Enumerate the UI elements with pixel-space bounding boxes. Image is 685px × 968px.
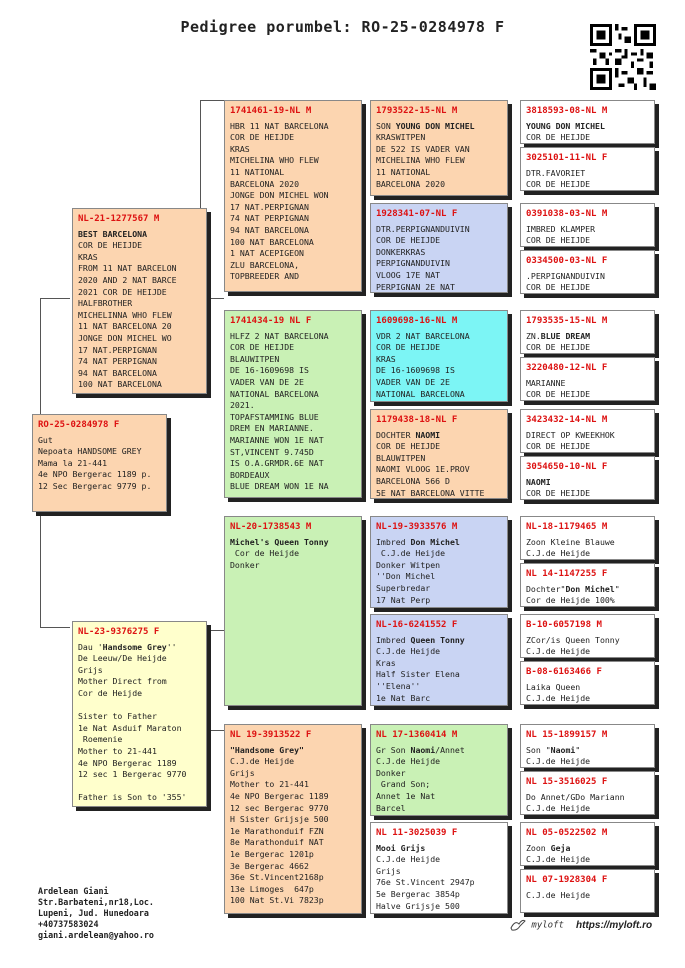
connector-line xyxy=(200,100,224,101)
ddd-card xyxy=(370,822,508,914)
gen4-details: IMBRED KLAMPER COR DE HEIJDE xyxy=(526,223,596,246)
subject-ring-id: RO-25-0284978 F xyxy=(38,420,120,430)
sire-dam-ring-id: 1741434-19 NL F xyxy=(230,316,312,326)
sds-card xyxy=(370,310,508,402)
dam-sire-card xyxy=(224,516,362,706)
gen4-headline: Son "Naomi" xyxy=(526,744,581,755)
gen4-details: ZCor/is Queen Tonny C.J.de Heijde xyxy=(526,634,620,657)
dsd-ring-id: NL-16-6241552 F xyxy=(376,620,458,630)
sdd-headline: DOCHTER NAOMI xyxy=(376,429,441,440)
gen4-card xyxy=(520,203,655,247)
ddd-name: Mooi Grijs xyxy=(376,842,426,853)
gen4-details: COR DE HEIJDE xyxy=(526,342,591,353)
dam-dam-name: "Handsome Grey" xyxy=(230,744,304,755)
gen4-ring-id: 3423432-14-NL M xyxy=(526,415,608,425)
gen4-ring-id: 1793535-15-NL M xyxy=(526,316,608,326)
gen4-card xyxy=(520,147,655,191)
gen4-ring-id: B-10-6057198 M xyxy=(526,620,602,630)
gen4-card xyxy=(520,409,655,453)
connector-line xyxy=(40,298,70,299)
gen4-headline: Zoon Geja xyxy=(526,842,571,853)
gen4-card xyxy=(520,771,655,815)
owner-info xyxy=(38,886,154,941)
pigeon-icon xyxy=(510,918,526,932)
sire-details: COR DE HEIJDE KRAS FROM 11 NAT BARCELON 2020 AND 2 NAT BARCE 2021 COR DE HEIJDE HALFBROTHER MICHELINNA WHO FLEW 11 NAT BARCELONA 20 JONGE DON MICHEL WO 17 NAT.PERPIGNAN 74 NAT PERPIGNAN 94 NAT BARCELONA 100 NAT BARCELONA xyxy=(78,240,177,390)
gen4-headline: Dochter"Don Michel" xyxy=(526,583,620,594)
sire-sire-details: HBR 11 NAT BARCELONA COR DE HEIJDE KRAS MICHELINA WHO FLEW 11 NATIONAL BARCELONA 2020 JONGE DON MICHEL WON 17 NAT.PERPIGNAN 74 NAT PERPIGNAN 94 NAT BARCELONA 100 NAT BARCELONA 1 NAT ACEPIGEON ZLU BARCELONA, TOPBREEDER AND xyxy=(230,120,329,282)
gen4-headline: ZN.BLUE DREAM xyxy=(526,330,591,341)
sds-details: VDR 2 NAT BARCELONA COR DE HEIJDE KRAS DE 16-1609698 IS VADER VAN DE 2E NATIONAL BARCELONA xyxy=(376,330,470,399)
gen4-details: DTR.FAVORIET COR DE HEIJDE xyxy=(526,167,591,190)
dam-sire-details: Cor de Heijde Donker xyxy=(230,548,300,570)
gen4-ring-id: 3220480-12-NL F xyxy=(526,363,608,373)
gen4-details: COR DE HEIJDE xyxy=(526,488,591,499)
gen4-details: COR DE HEIJDE xyxy=(526,132,591,143)
connector-line xyxy=(40,298,41,416)
connector-line xyxy=(40,510,41,628)
owner-phone: +40737583024 xyxy=(38,919,99,929)
sss-card xyxy=(370,100,508,196)
dds-headline: Gr Son Naomi/Annet xyxy=(376,744,465,755)
gen4-details: Cor de Heijde 100% xyxy=(526,595,615,606)
ddd-ring-id: NL 11-3025039 F xyxy=(376,828,458,838)
gen4-details: C.J.de Heijde xyxy=(526,889,591,900)
gen4-ring-id: 0334500-03-NL F xyxy=(526,256,608,266)
sds-ring-id: 1609698-16-NL M xyxy=(376,316,458,326)
ddd-details: C.J.de Heijde Grijs 76e St.Vincent 2947p 5e Bergerac 3854p Halve Grijsje 500 xyxy=(376,854,475,911)
gen4-ring-id: 0391038-03-NL M xyxy=(526,209,608,219)
dam-dam-details: C.J.de Heijde Grijs Mother to 21-441 4e NPO Bergerac 1189 12 sec Bergerac 9770 H Sister Grijsje 500 1e Marathonduif FZN 8e Marathonduif NAT 1e Bergerac 1201p 3e Bergerac 4662 36e St.Vincent2168p 13e Limoges 647p 100 Nat St.Vi 7823p xyxy=(230,756,329,906)
gen4-card xyxy=(520,869,655,913)
dam-dam-ring-id: NL 19-3913522 F xyxy=(230,730,312,740)
dam-sire-ring-id: NL-20-1738543 M xyxy=(230,522,312,532)
connector-line xyxy=(40,627,70,628)
sss-ring-id: 1793522-15-NL M xyxy=(376,106,458,116)
dam-details: De Leeuw/De Heijde Grijs Mother Direct from Cor de Heijde Sister to Father 1e Nat Asduif Maraton Roemenie Mother to 21-441 4e NPO Bergerac 1189 12 sec 1 Bergerac 9770 Father is Son to '355' xyxy=(78,653,187,803)
dss-card xyxy=(370,516,508,608)
gen4-card xyxy=(520,614,655,658)
sire-ring-id: NL-21-1277567 M xyxy=(78,214,160,224)
sdd-card xyxy=(370,409,508,499)
dam-ring-id: NL-23-9376275 F xyxy=(78,627,160,637)
gen4-details: C.J.de Heijde xyxy=(526,854,591,865)
gen4-details: MARIANNE COR DE HEIJDE xyxy=(526,377,591,400)
gen4-card xyxy=(520,661,655,705)
dam-sire-name: Michel's Queen Tonny xyxy=(230,536,329,547)
dsd-card xyxy=(370,614,508,706)
ssd-details: DTR.PERPIGNANDUIVIN COR DE HEIJDE DONKERKRAS PERPIGNANDUIVIN VLOOG 17E NAT PERPIGNAN 2E NAT xyxy=(376,223,470,292)
gen4-details: DIRECT OP KWEEKHOK COR DE HEIJDE xyxy=(526,429,615,452)
gen4-ring-id: B-08-6163466 F xyxy=(526,667,602,677)
dss-headline: Imbred Don Michel xyxy=(376,536,460,547)
subject-details: Gut Nepoata HANDSOME GREY Mama la 21-441 4e NPO Bergerac 1189 p. 12 Sec Bergerac 9779 p. xyxy=(38,434,152,491)
dam-card xyxy=(72,621,207,807)
owner-email: giani.ardelean@yahoo.ro xyxy=(38,930,154,940)
gen4-card xyxy=(520,724,655,768)
dam-headline: Dau 'Handsome Grey'' xyxy=(78,641,177,652)
gen4-ring-id: NL 14-1147255 F xyxy=(526,569,608,579)
gen4-ring-id: 3818593-08-NL M xyxy=(526,106,608,116)
gen4-card xyxy=(520,456,655,500)
gen4-card xyxy=(520,357,655,401)
gen4-card xyxy=(520,250,655,294)
gen4-details: Zoon Kleine Blauwe C.J.de Heijde xyxy=(526,536,615,559)
dss-details: C.J.de Heijde Donker Witpen ''Don Michel Superbredar 17 Nat Perp xyxy=(376,548,446,605)
page-title: Pedigree porumbel: RO-25-0284978 F xyxy=(180,18,505,36)
sire-card xyxy=(72,208,207,394)
owner-name: Ardelean Giani xyxy=(38,886,109,896)
gen4-headline: YOUNG DON MICHEL xyxy=(526,120,605,131)
qr-code xyxy=(590,24,656,90)
myloft-logo: myloft xyxy=(510,918,564,932)
gen4-ring-id: NL 05-0522502 M xyxy=(526,828,608,838)
gen4-ring-id: NL 15-3516025 F xyxy=(526,777,608,787)
gen4-details: C.J.de Heijde xyxy=(526,756,591,767)
sire-sire-ring-id: 1741461-19-NL M xyxy=(230,106,312,116)
gen4-details: .PERPIGNANDUIVIN COR DE HEIJDE xyxy=(526,270,605,293)
gen4-details: Laika Queen C.J.de Heijde xyxy=(526,681,591,704)
sdd-details: COR DE HEIJDE BLAUWITPEN NAOMI VLOOG 1E.PROV BARCELONA 566 D 5E NAT BARCELONA VITTE xyxy=(376,441,485,498)
dds-ring-id: NL 17-1360414 M xyxy=(376,730,458,740)
dsd-details: C.J.de Heijde Kras Half Sister Elena ''Elena'' 1e Nat Barc xyxy=(376,646,460,703)
dss-ring-id: NL-19-3933576 M xyxy=(376,522,458,532)
ssd-ring-id: 1928341-07-NL F xyxy=(376,209,458,219)
gen4-ring-id: NL-18-1179465 M xyxy=(526,522,608,532)
gen4-ring-id: NL 07-1928304 F xyxy=(526,875,608,885)
sss-details: KRASWITPEN DE 522 IS VADER VAN MICHELINA WHO FLEW 11 NATIONAL BARCELONA 2020 xyxy=(376,132,470,189)
sss-headline: SON YOUNG DON MICHEL xyxy=(376,120,475,131)
owner-city: Lupeni, Jud. Hunedoara xyxy=(38,908,149,918)
gen4-ring-id: NL 15-1899157 M xyxy=(526,730,608,740)
gen4-details: Do Annet/GDo Mariann C.J.de Heijde xyxy=(526,791,625,814)
gen4-card xyxy=(520,563,655,607)
website-link[interactable]: https://myloft.ro xyxy=(576,920,653,931)
sire-dam-card xyxy=(224,310,362,498)
dds-card xyxy=(370,724,508,816)
gen4-card xyxy=(520,516,655,560)
gen4-card xyxy=(520,100,655,144)
gen4-ring-id: 3025101-11-NL F xyxy=(526,153,608,163)
owner-street: Str.Barbateni,nr18,Loc. xyxy=(38,897,154,907)
subject-card xyxy=(32,414,167,512)
gen4-card xyxy=(520,310,655,354)
dam-dam-card xyxy=(224,724,362,914)
gen4-ring-id: 3054650-10-NL F xyxy=(526,462,608,472)
sire-sire-card xyxy=(224,100,362,292)
ssd-card xyxy=(370,203,508,293)
gen4-card xyxy=(520,822,655,866)
sire-dam-details: HLFZ 2 NAT BARCELONA COR DE HEIJDE BLAUWITPEN DE 16-1609698 IS VADER VAN DE 2E NATIONAL BARCELONA 2021. TOPAFSTAMMING BLUE DREM EN MARIANNE. MARIANNE WON 1E NAT ST,VINCENT 9.745D IS O.A.GRMDR.6E NAT BORDEAUX BLUE DREAM WON 1E NA xyxy=(230,330,329,492)
sire-name: BEST BARCELONA xyxy=(78,228,148,239)
dds-details: C.J.de Heijde Donker Grand Son; Annet 1e Nat Barcel xyxy=(376,756,441,813)
gen4-headline: NAOMI xyxy=(526,476,551,487)
dsd-headline: Imbred Queen Tonny xyxy=(376,634,465,645)
sdd-ring-id: 1179438-18-NL F xyxy=(376,415,458,425)
